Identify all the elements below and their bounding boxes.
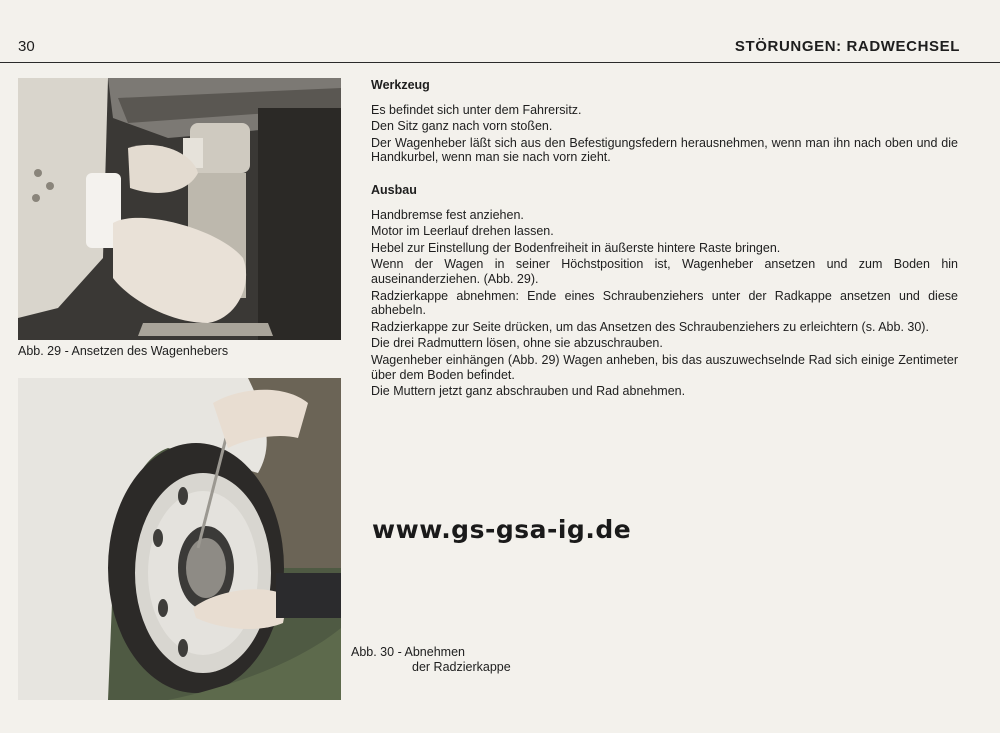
figure-29-photo bbox=[18, 78, 341, 340]
paragraph: Radzierkappe abnehmen: Ende eines Schraubenziehers unter der Radkappe ansetzen und diese abhebeln. bbox=[371, 288, 958, 318]
paragraph: Wenn der Wagen in seiner Höchstposition ist, Wagenheber ansetzen und zum Boden hin auseinanderziehen. (Abb. 29). bbox=[371, 257, 958, 286]
figure-30-caption bbox=[351, 645, 511, 675]
figure-30-caption-line1: Abb. 30 - Abnehmen bbox=[351, 645, 465, 659]
paragraph: Den Sitz ganz nach vorn stoßen. bbox=[371, 119, 553, 134]
paragraph: Motor im Leerlauf drehen lassen. bbox=[371, 224, 554, 239]
page-header-title: STÖRUNGEN: RADWECHSEL bbox=[734, 38, 960, 55]
paragraph: Hebel zur Einstellung der Bodenfreiheit in äußerste hintere Raste bringen. bbox=[371, 240, 781, 255]
header-rule bbox=[0, 62, 1000, 63]
watermark-url: www.gs-gsa-ig.de bbox=[372, 515, 632, 544]
figure-30-photo bbox=[18, 378, 341, 700]
paragraph: Der Wagenheber läßt sich aus den Befestigungsfedern herausnehmen, wenn man ihn nach oben und die Handkurbel, wenn man sie nach vorn zieht. bbox=[371, 135, 958, 165]
paragraph: Es befindet sich unter dem Fahrersitz. bbox=[371, 102, 582, 117]
section-heading-werkzeug: Werkzeug bbox=[371, 78, 430, 92]
figure-29-caption: Abb. 29 - Ansetzen des Wagenhebers bbox=[18, 344, 229, 358]
paragraph: Handbremse fest anziehen. bbox=[371, 207, 524, 222]
section-heading-ausbau: Ausbau bbox=[371, 182, 417, 197]
paragraph: Radzierkappe zur Seite drücken, um das Ansetzen des Schraubenziehers zu erleichtern (s. Abb. 30). bbox=[371, 319, 929, 334]
paragraph: Wagenheber einhängen (Abb. 29) Wagen anheben, bis das auszuwechselnde Rad sich einige Zentimeter über dem Boden befindet. bbox=[371, 352, 958, 382]
paragraph: Die Muttern jetzt ganz abschrauben und Rad abnehmen. bbox=[371, 384, 686, 399]
content-column bbox=[371, 78, 958, 401]
paragraph: Die drei Radmuttern lösen, ohne sie abzuschrauben. bbox=[371, 336, 663, 351]
page-number: 30 bbox=[18, 38, 35, 55]
figure-30-caption-line2: der Radzierkappe bbox=[412, 660, 511, 674]
